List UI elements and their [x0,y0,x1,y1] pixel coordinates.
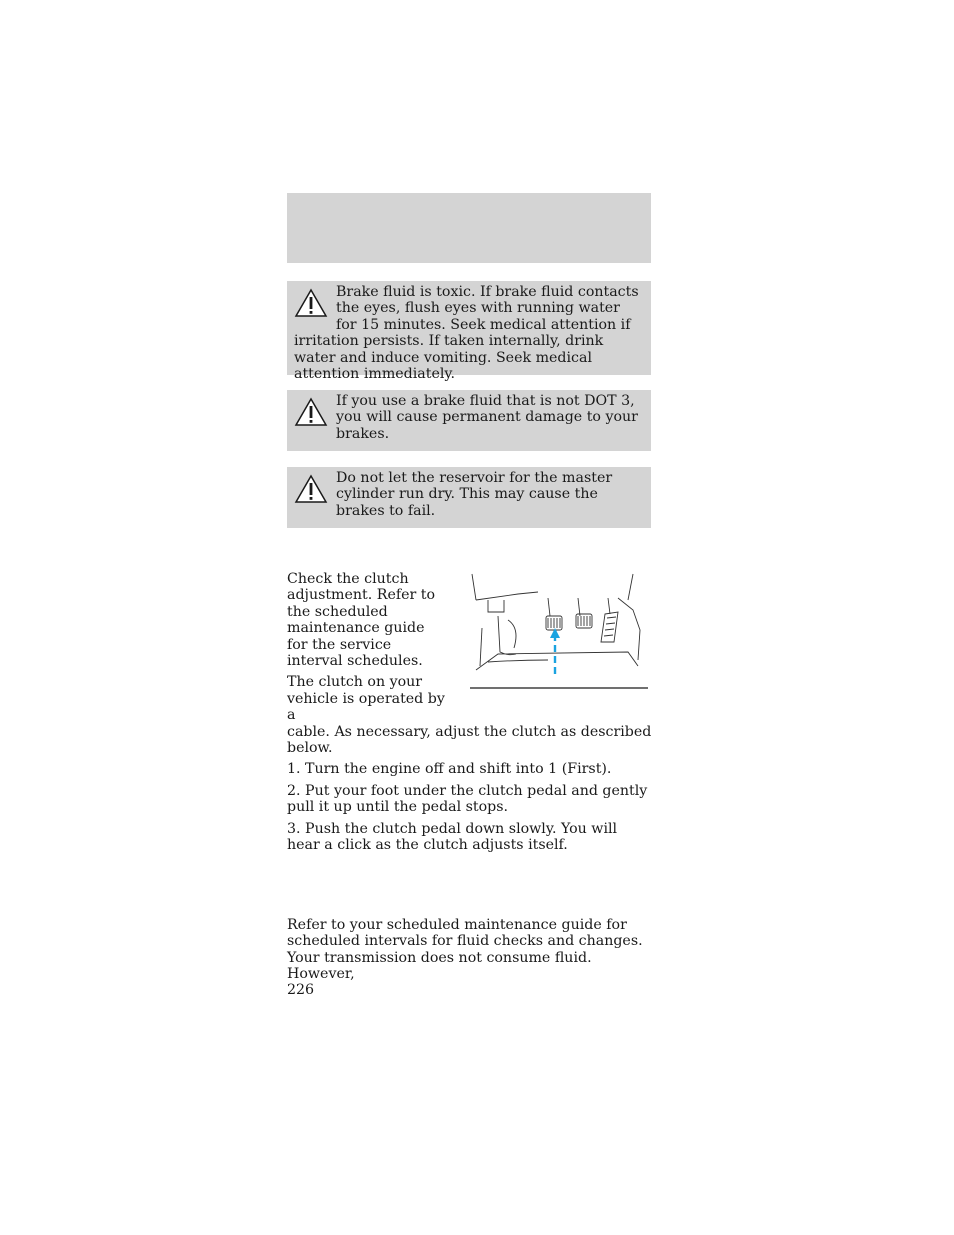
clutch-para-1: Check the clutch adjustment. Refer to the scheduled maintenance guide for the service interval schedules. [287,571,436,670]
transmission-section [287,917,653,988]
warning-text: If you use a brake fluid that is not DOT 3, you will cause permanent damage to your brakes. [336,393,638,442]
clutch-pedal-illustration [468,570,650,692]
warning-box-dot3 [287,390,651,451]
warning-text: Brake fluid is toxic. If brake fluid contacts the eyes, flush eyes with running water for 15 minutes. Seek medical attention if irritation persists. If taken internally, drink water and induce vomiting. Seek medical attention immediately. [294,284,639,383]
transmission-para: Refer to your scheduled maintenance guide for scheduled intervals for fluid checks and changes. Your transmission does not consume fluid. However, [287,917,643,983]
warning-triangle-icon [294,397,328,427]
clutch-para-2a: The clutch on your vehicle is operated by a [287,674,445,724]
clutch-para-2b: cable. As necessary, adjust the clutch as described below. [287,723,652,757]
clutch-step-3: 3. Push the clutch pedal down slowly. You will hear a click as the clutch adjusts itself. [287,820,618,854]
page-number: 226 [287,982,315,998]
warning-triangle-icon [294,474,328,504]
clutch-step-1: 1. Turn the engine off and shift into 1 (First). [287,761,612,778]
clutch-step-2: 2. Put your foot under the clutch pedal and gently pull it up until the pedal stops. [287,782,648,816]
warning-box-toxic [287,281,651,383]
warning-box-reservoir [287,467,651,528]
section-header-band [287,193,651,263]
warning-text: Do not let the reservoir for the master cylinder run dry. This may cause the brakes to fail. [336,470,613,519]
warning-triangle-icon [294,288,328,318]
